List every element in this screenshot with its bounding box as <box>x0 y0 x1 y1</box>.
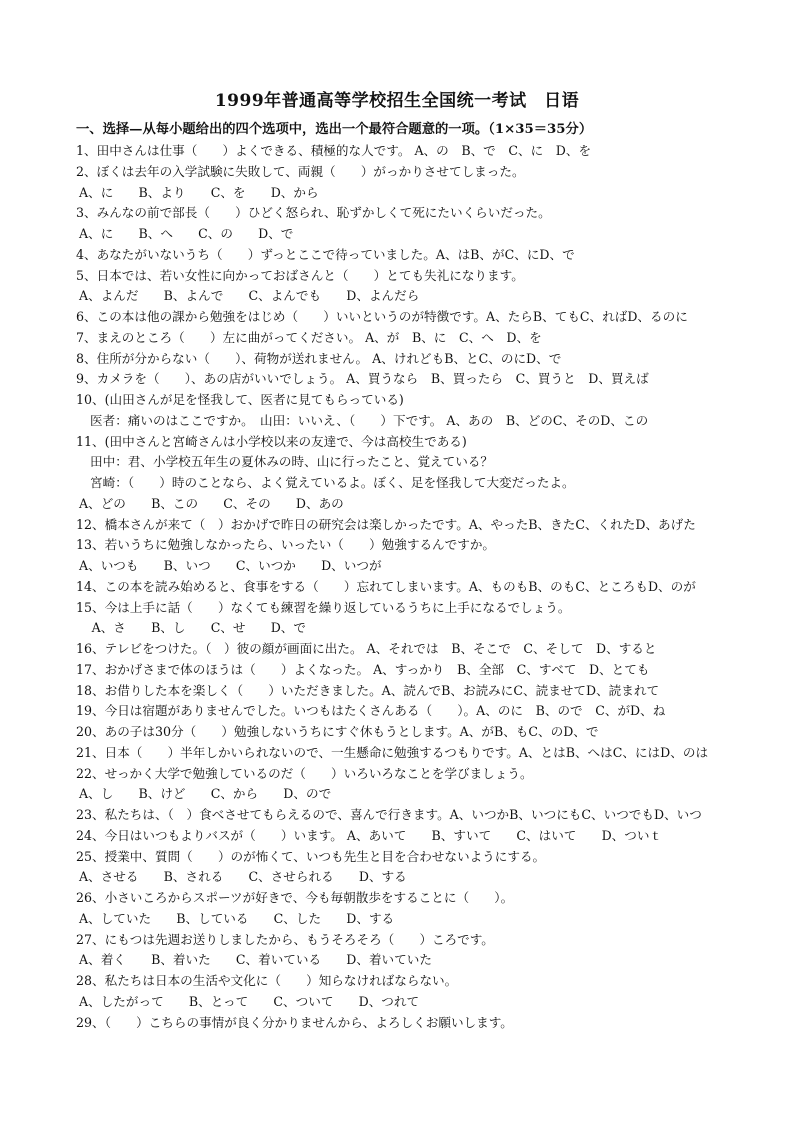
question-line: 15、今は上手に話（ ）なくても練習を繰り返しているうちに上手になるでしょう。 <box>76 599 571 615</box>
answer-options-line: A、よんだ B、よんで C、よんでも D、よんだら <box>79 288 420 304</box>
question-line: 2、ぼくは去年の入学試験に失敗して、両親（ ）がっかりさせてしまった。 <box>76 163 525 179</box>
answer-options-line: A、いつも B、いつ C、いつか D、いつが <box>79 558 382 573</box>
question-line: 22、せっかく大学で勉強しているのだ（ ）いろいろなことを学びましょう。 <box>76 765 533 781</box>
answer-options-line: A、していた B、している C、した D、する <box>79 910 395 926</box>
question-line: 17、おかげさまで体のほうは（ ）よくなった。 A、すっかり B、全部 C、すべて D、とても <box>76 661 650 677</box>
answer-options-line: A、さ B、し C、せ D、で <box>79 620 306 636</box>
question-line: 25、授業中、質問（ ）のが怖くて、いつも先生と目を合わせないようにする。 <box>76 848 546 864</box>
question-line: 24、今日はいつもよりバスが（ ）います。 A、あいて B、すいて C、はいて D、ついｔ <box>76 827 663 843</box>
answer-options-line: A、着く B、着いた C、着いている D、着いていた <box>79 952 432 968</box>
dialogue-line: 宮崎：（ ）時のことなら、よく覚えているよ。ぼく、足を怪我して大変だったよ。 <box>90 475 575 490</box>
question-line: 6、この本は他の課から勉強をはじめ（ ）いいというのが特徴です。A、たらB、てもC、ればD、るのに <box>76 309 688 324</box>
question-line: 27、にもつは先週お送りしましたから、もうそろそろ（ ）ころです。 <box>76 931 494 947</box>
question-line: 28、私たちは日本の生活や文化に（ ）知らなければならない。 <box>76 973 458 988</box>
question-line: 8、住所が分からない（ ）、荷物が送れません。 A、けれどもB、とC、のにD、で <box>76 350 562 366</box>
question-list <box>76 141 756 1033</box>
answer-options-line: A、に B、より C、を D、から <box>79 184 319 200</box>
question-line: 1、田中さんは仕事（ ）よくできる、積極的な人です。 A、の B、で C、に D、を <box>76 143 592 158</box>
question-line: 23、私たちは、（ ）食べさせてもらえるので、喜んで行きます。A、いつかB、いつにもC、いつでもD、いつ <box>76 807 702 822</box>
dialogue-line: 田中：君、小学校五年生の夏休みの時、山に行ったこと、覚えている？ <box>90 454 493 470</box>
answer-options-line: A、どの B、この C、その D、あの <box>79 495 344 511</box>
question-line: 18、お借りした本を楽しく（ ）いただきました。A、読んでB、お読みにC、読ませてD、読まれて <box>76 682 660 698</box>
question-line: 13、若いうちに勉強しなかったら、いったい（ ）勉強するんですか。 <box>76 537 496 553</box>
section-heading: 一、选择—从每小题给出的四个选项中，选出一个最符合题意的一项。（1×35＝35分） <box>76 122 593 137</box>
question-line: 12、橋本さんが来て（ ）おかげで昨日の研究会は楽しかったです。A、やったB、きたC、くれたD、あげた <box>76 516 696 532</box>
question-line: 10、(山田さんが足を怪我して、医者に見てもらっている) <box>76 392 404 407</box>
question-line: 19、今日は宿題がありませんでした。いつもはたくさんある（ ）。A、のに B、ので C、がD、ね <box>76 703 666 719</box>
answer-options-line: A、したがって B、とって C、ついて D、つれて <box>79 993 420 1009</box>
question-line: 14、この本を読み始めると、食事をする（ ）忘れてしまいます。A、ものもB、のもC、ところもD、のが <box>76 578 696 594</box>
dialogue-line: 医者：痛いのはここですか。 山田：いいえ、（ ）下です。 A、あの B、どのC、そのD、この <box>90 412 649 428</box>
question-line: 5、日本では、若い女性に向かっておばさんと（ ）とても失礼になります。 <box>76 267 524 283</box>
answer-options-line: A、し B、けど C、から D、ので <box>79 786 332 802</box>
question-line: 26、小さいころからスポーツが好きで、今も毎朝散歩をすることに（ ）。 <box>76 890 514 905</box>
question-line: 29、（ ）こちらの事情が良く分かりませんから、よろしくお願いします。 <box>76 1014 513 1030</box>
question-line: 11、(田中さんと宮崎さんは小学校以来の友達で、今は高校生である) <box>76 433 467 449</box>
document-title: 1999年普通高等学校招生全国统一考试 日语 <box>214 91 580 111</box>
question-line: 20、あの子は30分（ ）勉強しないうちにすぐ休もうとします。A、がB、もC、のD、で <box>76 724 599 739</box>
answer-options-line: A、に B、へ C、の D、で <box>79 226 294 241</box>
question-line: 7、まえのところ（ ）左に曲がってください。 A、が B、に C、へ D、を <box>76 329 542 345</box>
answer-options-line: A、させる B、される C、させられる D、する <box>79 869 407 885</box>
question-line: 21、日本（ ）半年しかいられないので、一生懸命に勉強するつもりです。A、とはB、へはC、にはD、のは <box>76 744 709 760</box>
question-line: 16、テレビをつけた。（ ）彼の顔が画面に出た。 A、それでは B、そこで C、そして D、すると <box>76 641 657 656</box>
question-line: 9、カメラを（ ）、あの店がいいでしょう。 A、買うなら B、買ったら C、買うと D、買えば <box>76 371 649 387</box>
question-line: 4、あなたがいないうち（ ）ずっとここで待っていました。A、はB、がC、にD、で <box>76 246 575 262</box>
question-line: 3、みんなの前で部長（ ）ひどく怒られ、恥ずかしくて死にたいくらいだった。 <box>76 205 551 221</box>
